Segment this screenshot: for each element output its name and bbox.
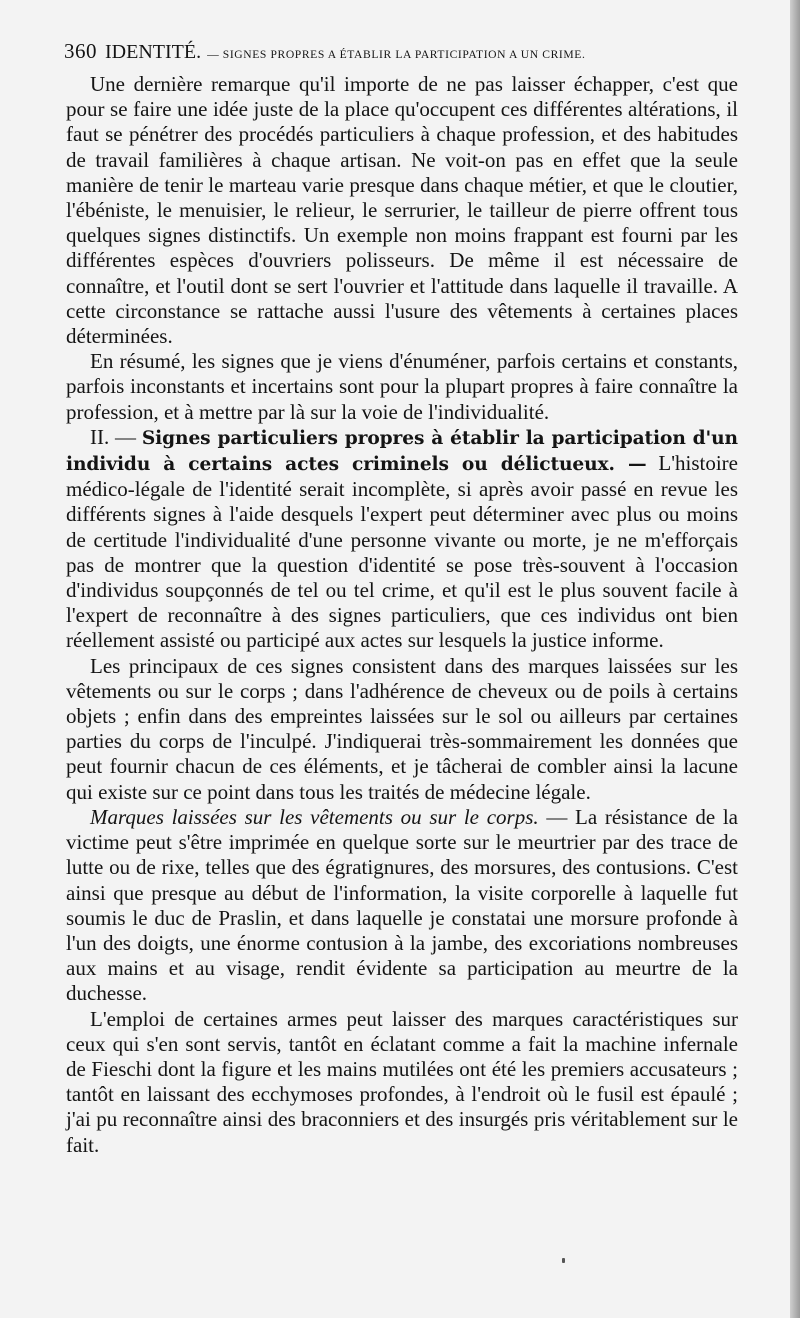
header-title: IDENTITÉ. — [105, 41, 202, 63]
paragraph-6: L'emploi de certaines armes peut laisser des marques caractéristiques sur ceux qui s'en sont servis, tantôt en éclatant comme a fait la machine infernale de Fieschi dont la figure et les mains mutilées ont été les premiers accusateurs ; tantôt en laissant des ecchymoses profondes, à l'endroit où le fusil est épaulé ; j'ai pu reconnaître ainsi des braconniers et des insurgés pris véritablement sur le fait. — [66, 1006, 738, 1157]
header-subtitle: — SIGNES PROPRES A ÉTABLIR LA PARTICIPATION A UN CRIME. — [207, 48, 586, 61]
print-speck — [562, 1258, 565, 1263]
section-number: II. — — [90, 424, 137, 449]
paragraph-2: En résumé, les signes que je viens d'énuméner, parfois certains et constants, parfois inconstants et incertains sont pour la plupart propres à faire connaître la profession, et à mettre par là sur la voie de l'individualité. — [66, 349, 738, 424]
section-heading: Signes particuliers propres à établir la participation d'un individu à certains actes criminels ou délictueux. — — [66, 427, 738, 476]
page-number: 360 — [64, 39, 97, 63]
page-body — [66, 72, 738, 1158]
paragraph-1: Une dernière remarque qu'il importe de ne pas laisser échapper, c'est que pour se faire une idée juste de la place qu'occupent ces différentes altérations, il faut se pénétrer des procédés particuliers à chaque profession, et des habitudes de travail familières à chaque artisan. Ne voit-on pas en effet que la seule manière de tenir le marteau varie presque dans chaque métier, et que le cloutier, l'ébéniste, le menuisier, le relieur, le serrurier, le tailleur de pierre offrent tous quelques signes distinctifs. Un exemple non moins frappant est fourni par les différentes espèces d'ouvriers polisseurs. De même il est nécessaire de connaître, et l'outil dont se sert l'ouvrier et l'attitude dans laquelle il travaille. A cette circonstance se rattache aussi l'usure des vêtements à certaines places déterminées. — [66, 72, 738, 349]
paragraph-section-ii — [66, 425, 738, 654]
paragraph-5-text: — La résistance de la victime peut s'être imprimée en quelque sorte sur le meurtrier par des trace de lutte ou de rixe, telles que des égratignures, des morsures, des contusions. C'est ainsi que presque au début de l'information, la visite corporelle à laquelle fut soumis le duc de Praslin, et dans laquelle je constatai une morsure profonde à l'un des doigts, une énorme contusion à la jambe, des excoriations nombreuses aux mains et au visage, rendit évidente sa participation au meurtre de la duchesse. — [66, 804, 739, 1006]
subsection-heading: Marques laissées sur les vêtements ou sur le corps. — [90, 804, 539, 829]
paragraph-4: Les principaux de ces signes consistent dans des marques laissées sur les vêtements ou sur le corps ; dans l'adhérence de cheveux ou de poils à certains objets ; enfin dans des empreintes laissées sur le sol ou ailleurs par certaines parties du corps de l'inculpé. J'indiquerai très-sommairement les données que peut fournir chacun de ces éléments, et je tâcherai de combler ainsi la lacune qui existe sur ce point dans tous les traités de médecine légale. — [66, 653, 738, 804]
paragraph-3-text: L'histoire médico-légale de l'identité serait incomplète, si après avoir passé en revue les différents signes à l'aide desquels l'expert peut déterminer avec plus ou moins de certitude l'individualité d'une personne vivante ou morte, je ne m'efforçais pas de montrer que la question d'identité se pose très-souvent à l'occasion d'individus soupçonnés de tel ou tel crime, et qu'il est le plus souvent facile à l'expert de reconnaître à des signes particuliers, que ces individus ont bien réellement assisté ou participé aux actes sur lesquels la justice informe. — [66, 451, 738, 653]
running-header — [64, 38, 744, 68]
paragraph-5 — [66, 805, 738, 1007]
